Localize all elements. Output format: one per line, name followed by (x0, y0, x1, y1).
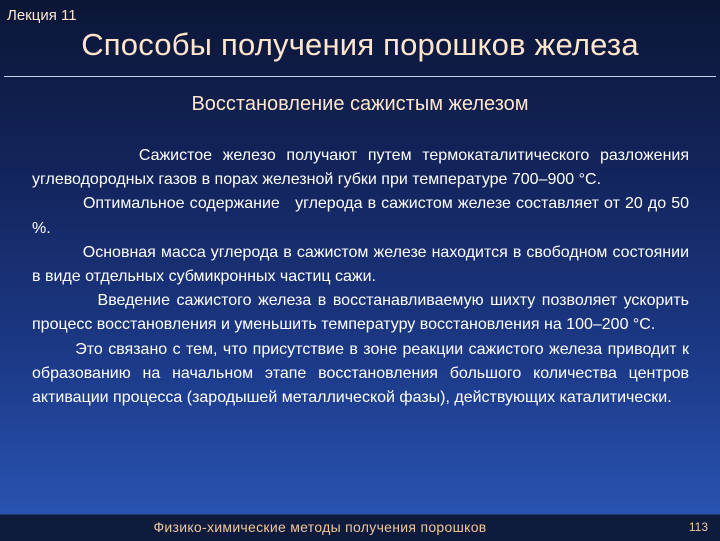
slide-body (32, 144, 694, 410)
paragraph-catalytic-explanation: Это связано с тем, что присутствие в зоне реакции сажистого железа приводит к образованию на начальном этапе восстановления большого количества центров активации процесса (зародышей металлической фазы), действующих каталитически. (32, 340, 694, 407)
page-number: 113 (688, 520, 708, 534)
footer-course-title: Физико-химические методы получения порошков (153, 519, 487, 535)
paragraph-carbon-state: Основная масса углерода в сажистом железе находится в свободном состоянии в виде отдельных субмикронных частиц сажи. (32, 243, 694, 286)
paragraph-charge-introduction: Введение сажистого железа в восстанавливаемую шихту позволяет ускорить процесс восстановления и уменьшить температуру восстановления на 100–200 °С. (32, 292, 694, 334)
paragraph-soot-iron-production: Сажистое железо получают путем термокаталитического разложения углеводородных газов в порах железной губки при температуре 700–900 °С. (32, 147, 694, 189)
footer-bar (0, 514, 720, 541)
lecture-label: Лекция 11 (7, 7, 77, 24)
paragraph-carbon-content: Оптимальное содержание углерода в сажистом железе составляет от 20 до 50 %. (32, 195, 694, 237)
slide-title: Способы получения порошков железа (81, 27, 639, 62)
slide-subtitle: Восстановление сажистым железом (191, 93, 529, 115)
title-divider (4, 76, 716, 77)
